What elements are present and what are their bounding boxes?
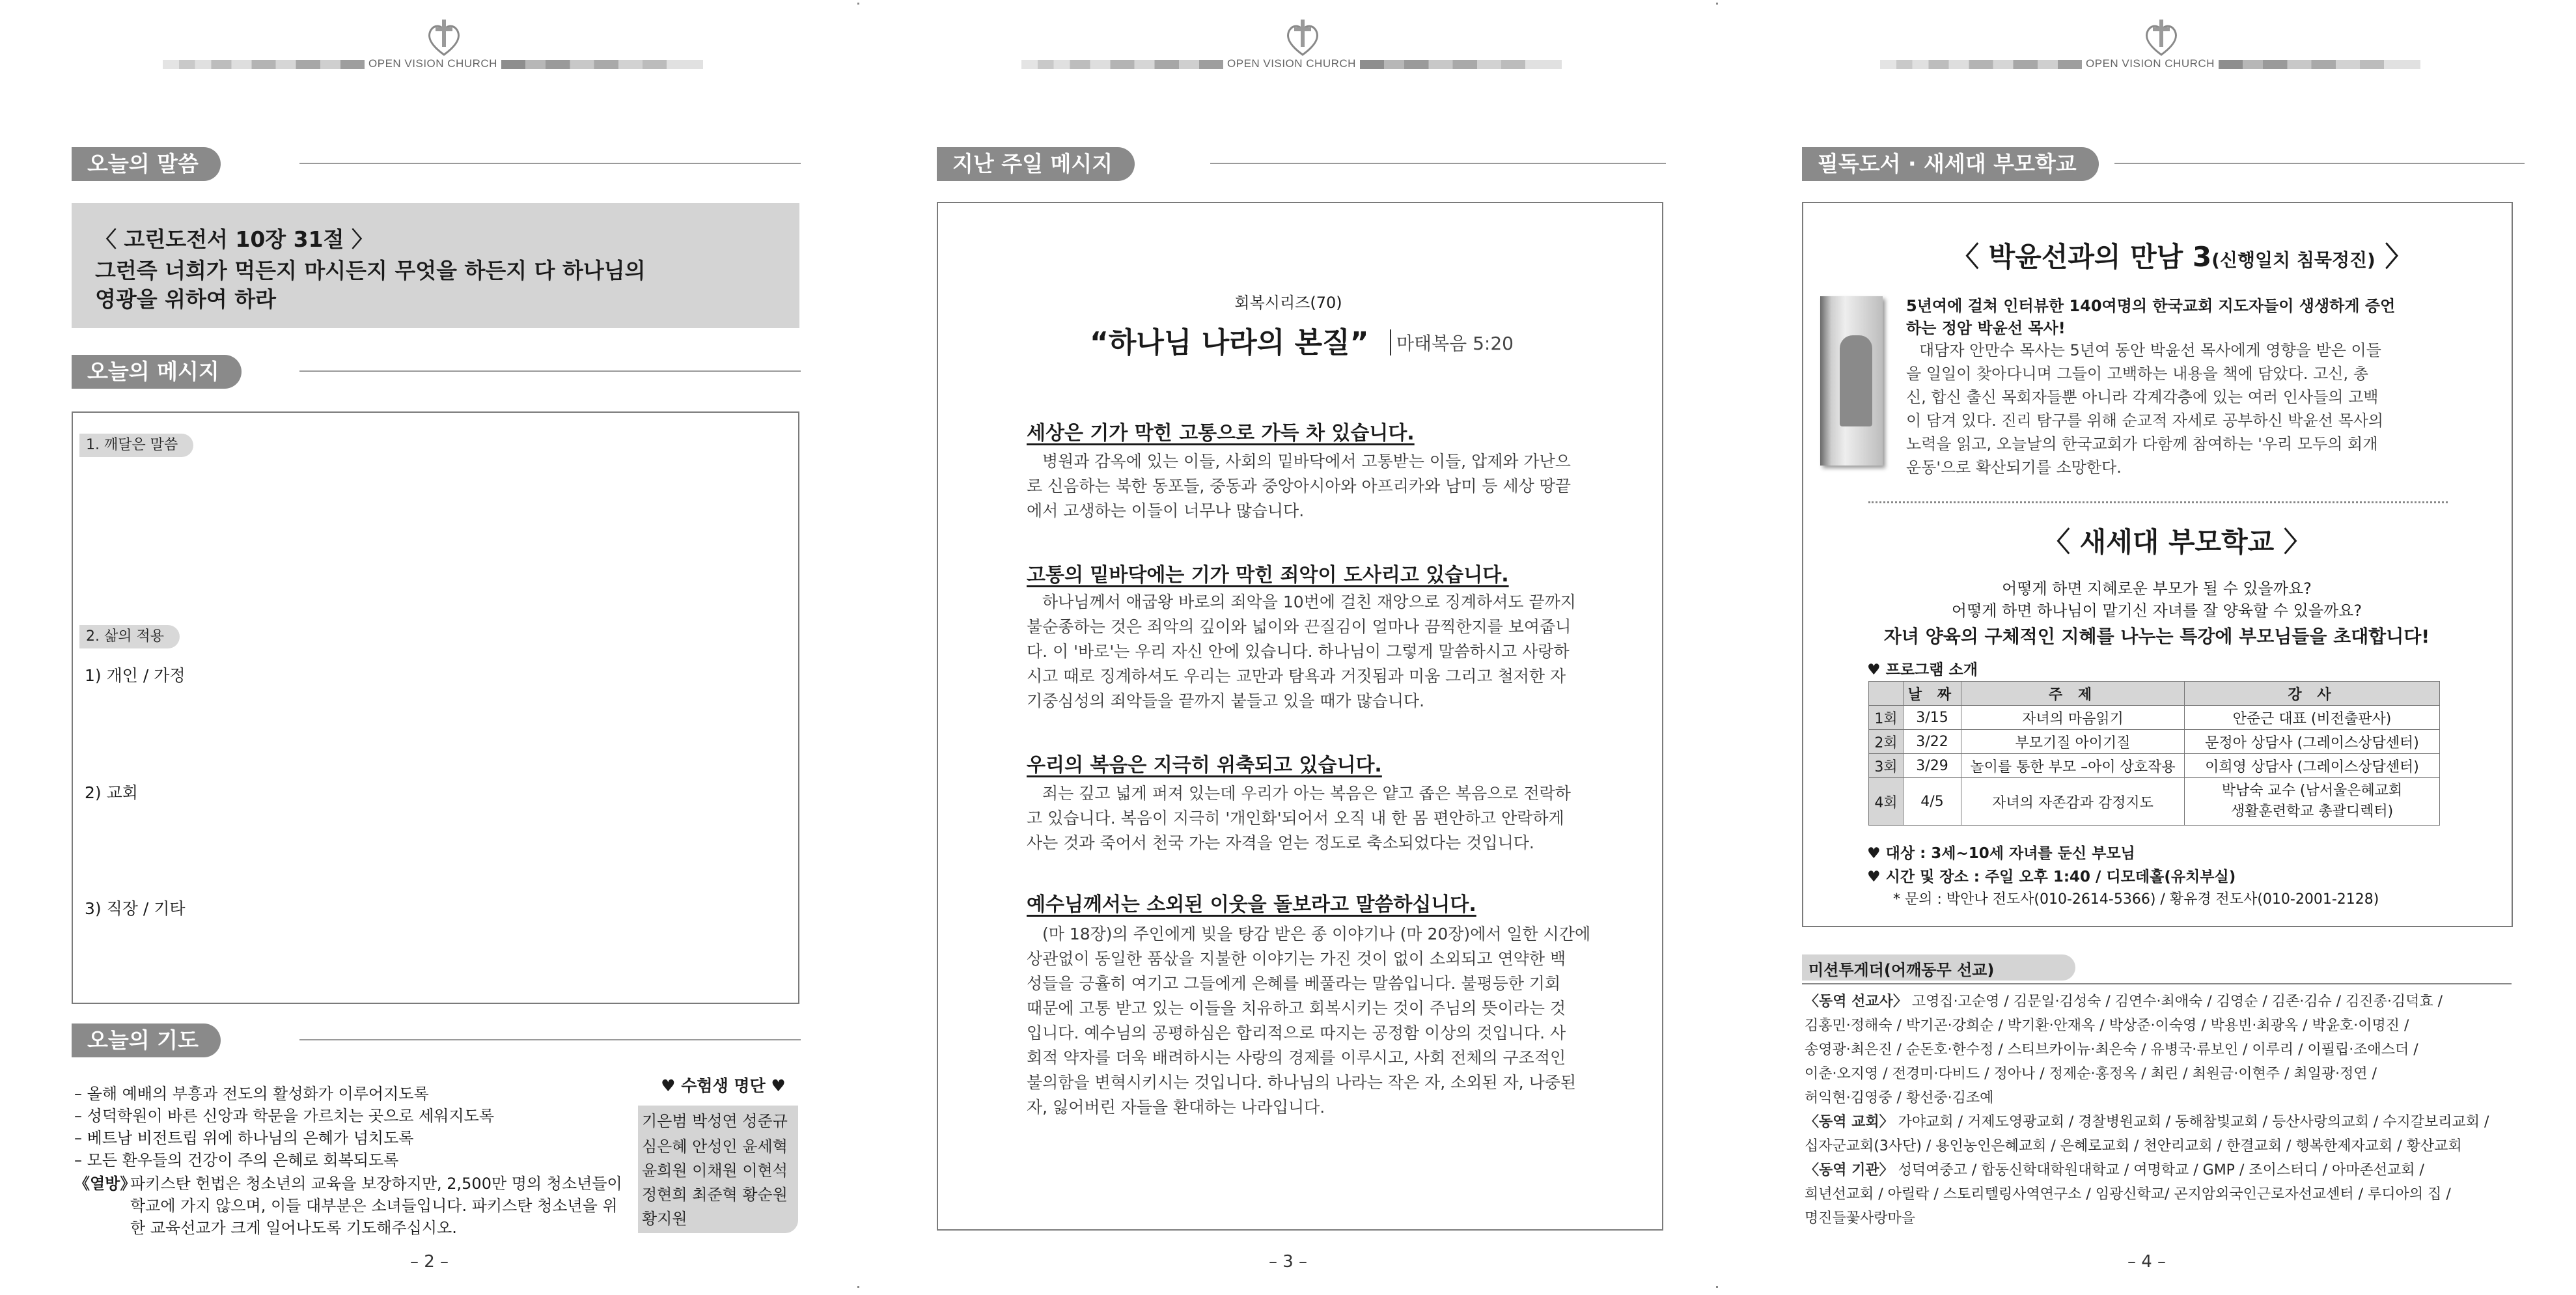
apply-item: 1) 개인 / 가정 (85, 666, 186, 685)
fold-mark (857, 3, 859, 5)
book-title-close: 〉 (2375, 241, 2413, 273)
para-line: 죄는 깊고 넓게 퍼져 있는데 우리가 아는 복음은 얕고 좁은 복음으로 전락하 (1042, 784, 1571, 803)
para-line: 시고 때로 징계하셔도 우리는 교만과 탐욕과 거짓됨과 미움 그리고 철저한 자 (1027, 667, 1566, 686)
mission-list (1805, 990, 2514, 1231)
page-header (1880, 18, 2427, 77)
yeolbang-text: 한 교육선교가 크게 일어나도록 기도해주십시오. (130, 1219, 457, 1237)
prayer-item: – 올해 예배의 부흥과 전도의 활성화가 이루어지도록 (74, 1085, 429, 1103)
school-invite: 자녀 양육의 구체적인 지혜를 나누는 특강에 부모님들을 초대합니다! (1883, 626, 2430, 647)
table-cell: 3/29 (1904, 754, 1961, 778)
sermon-paragraph (1027, 922, 1600, 1120)
table-cell: 1회 (1869, 706, 1904, 730)
school-question: 어떻게 하면 하나님이 맡기신 자녀를 잘 양육할 수 있을까요? (1951, 602, 2362, 620)
table-cell: 놀이를 통한 부모 –아이 상호작용 (1961, 754, 2185, 778)
page-3 (859, 0, 1717, 1295)
table-header: 날 짜 (1904, 682, 1961, 706)
program-table (1868, 681, 2440, 826)
para-line: (마 18장)의 주인에게 빚을 탕감 받은 종 이야기나 (마 20장)에서 일한 시간에 (1042, 925, 1591, 943)
mission-category-label: 〈동역 기관〉 (1805, 1162, 1894, 1178)
exam-name-row: 기은범 박성연 성준규 (642, 1112, 788, 1130)
para-line: 회적 약자를 더욱 배려하시는 사랑의 경제를 이루시고, 사회 전체의 구조적인 (1027, 1048, 1566, 1067)
para-line: 대담자 안만수 목사는 5년여 동안 박윤선 목사에게 영향을 받은 이들 (1919, 341, 2381, 359)
exam-name-row: 황지원 (642, 1210, 687, 1228)
para-line: 상관없이 동일한 품삯을 지불한 이야기는 가진 것이 없이 소외되고 연약한 백 (1027, 949, 1566, 968)
prayer-item: – 모든 환우들의 건강이 주의 은혜로 회복되도록 (74, 1151, 399, 1169)
prayer-item: – 베트남 비전트립 위에 하나님의 은혜가 넘치도록 (74, 1129, 414, 1147)
mission-line (1805, 1182, 2514, 1206)
table-cell: 자녀의 마음읽기 (1961, 706, 2185, 730)
para-line: 하나님께서 애굽왕 바로의 죄악을 10번에 걸친 재앙으로 징계하셔도 끝까지 (1042, 592, 1576, 611)
para-line: 자, 잃어버린 자들을 환대하는 나라입니다. (1027, 1098, 1325, 1117)
message-notes-box (72, 411, 799, 1004)
table-cell: 문정아 상담사 (그레이스상담센터) (2185, 730, 2440, 754)
para-line: 사는 것과 죽어서 천국 가는 자격을 얻는 정도로 축소되었다는 것입니다. (1027, 833, 1534, 852)
mission-line (1805, 1014, 2514, 1038)
para-line: 불의함을 변혁시키시는 것입니다. 하나님의 나라는 작은 자, 소외된 자, 나중된 (1027, 1073, 1577, 1092)
mission-line (1805, 990, 2514, 1014)
page-header (163, 18, 710, 77)
table-cell: 자녀의 자존감과 감정지도 (1961, 778, 2185, 826)
mission-line (1805, 1038, 2514, 1062)
table-cell: 안준근 대표 (비전출판사) (2185, 706, 2440, 730)
page-number: – 4 – (2127, 1252, 2167, 1272)
sermon-heading: 예수님께서는 소외된 이웃을 돌보라고 말씀하십니다. (1027, 893, 1476, 916)
table-cell: 이희영 상담사 (그레이스상담센터) (2185, 754, 2440, 778)
section-prayer (72, 1023, 801, 1057)
verse-reference: 〈 고린도전서 10장 31절 〉 (95, 227, 373, 252)
book-lead: 5년여에 걸쳐 인터뷰한 140여명의 한국교회 지도자들이 생생하게 증언 (1906, 297, 2396, 315)
para-line: 노력을 읽고, 오늘날의 한국교회가 다함께 참여하는 '우리 모두의 회개 (1906, 435, 2378, 453)
yeolbang-text: 파키스탄 헌법은 청소년의 교육을 보장하지만, 2,500만 명의 청소년들이 (130, 1175, 622, 1193)
book-subtitle: (신행일치 침묵정진) (2211, 249, 2375, 271)
yeolbang-label: 《열방》 (74, 1175, 136, 1193)
table-cell: 2회 (1869, 730, 1904, 754)
table-header (1869, 682, 1904, 706)
mission-line-text: 김홍민·정해숙 / 박기곤·강희순 / 박기환·안재옥 / 박상준·이숙영 / 박용빈·최광옥 / 박윤호·이명진 / (1805, 1018, 2409, 1034)
mission-line (1805, 1086, 2514, 1110)
book-title-main: 〈 박윤선과의 만남 3 (1952, 241, 2212, 273)
mission-line-text: 희년선교회 / 아릴락 / 스토리텔링사역연구소 / 임광신학교/ 곤지암외국인근로자선교센터 / 루디아의 집 / (1805, 1186, 2451, 1203)
dotted-divider (1868, 501, 2448, 503)
sermon-paragraph (1027, 781, 1600, 856)
mission-line-text: 십자군교회(3사단) / 용인농인은혜교회 / 은혜로교회 / 천안리교회 / 한결교회 / 행복한제자교회 / 황산교회 (1805, 1138, 2462, 1154)
mission-line (1805, 1206, 2514, 1231)
page-number: – 2 – (409, 1252, 449, 1272)
page-4 (1717, 0, 2576, 1295)
cross-heart-logo-icon (423, 18, 465, 59)
prayer-item: – 성덕학원이 바른 신앙과 학문을 가르치는 곳으로 세워지도록 (74, 1107, 495, 1125)
para-line: 고 있습니다. 복음이 지극히 '개인화'되어서 오직 내 한 몸 편안하고 안락하게 (1027, 809, 1564, 828)
book-cover-image (1820, 296, 1883, 466)
note-label: 1. 깨달은 말씀 (79, 434, 193, 457)
fold-mark (857, 1286, 859, 1288)
table-header: 주 제 (1961, 682, 2185, 706)
verse-box (72, 203, 799, 328)
exam-name-row: 윤희원 이채원 이현석 (642, 1162, 788, 1180)
table-header: 강 사 (2185, 682, 2440, 706)
para-line: 불순종하는 것은 죄악의 깊이와 넓이와 끈질김이 얼마나 끔찍한지를 보여줍니 (1027, 617, 1572, 636)
mission-line-text: 가야교회 / 거제도영광교회 / 경찰병원교회 / 동해참빛교회 / 등산사랑의교회 / 수지갈보리교회 / (1893, 1114, 2489, 1130)
table-cell: 3/15 (1904, 706, 1961, 730)
mission-line (1805, 1158, 2514, 1182)
mission-line (1805, 1110, 2514, 1134)
page-header (1021, 18, 1568, 77)
para-line: 입니다. 예수님의 공평하심은 합리적으로 따지는 공정함 이상의 것입니다. 사 (1027, 1023, 1566, 1042)
section-word (72, 147, 801, 181)
para-line: 에서 고생하는 이들이 너무나 많습니다. (1027, 501, 1305, 520)
program-target: ♥ 대상 : 3세~10세 자녀를 둔신 부모님 (1867, 845, 2135, 862)
book-lead: 하는 정암 박윤선 목사! (1906, 319, 2066, 337)
church-name: OPEN VISION CHURCH (368, 57, 497, 70)
exam-name-row: 심은혜 안성인 윤세혁 (642, 1137, 788, 1156)
para-line: 때문에 고통 받고 있는 이들을 치유하고 회복시키는 것이 주님의 뜻이라는 것 (1027, 999, 1566, 1018)
section-title: 오늘의 메시지 (72, 355, 242, 389)
mission-line-text: 명진들꽃사랑마을 (1805, 1210, 1916, 1227)
para-line: 운동'으로 확산되기를 소망한다. (1906, 458, 2122, 477)
cross-heart-logo-icon (1282, 18, 1323, 59)
section-title: 오늘의 말씀 (72, 147, 221, 181)
church-name: OPEN VISION CHURCH (1227, 57, 1356, 70)
school-title: 〈 새세대 부모학교 〉 (2043, 526, 2311, 558)
para-line: 병원과 감옥에 있는 이들, 사회의 밑바닥에서 고통받는 이들, 압제와 가난으 (1042, 452, 1571, 471)
exam-list-box (638, 1106, 798, 1233)
mission-category-label: 〈동역 선교사〉 (1805, 994, 1907, 1010)
speaker-line: 생활훈련학교 총괄디렉터) (2230, 803, 2394, 820)
table-header-row (1869, 682, 2440, 706)
section-books (1802, 147, 2531, 181)
verse-line: 그런즉 너희가 먹든지 마시든지 무엇을 하든지 다 하나님의 (95, 258, 646, 283)
sermon-heading: 우리의 복음은 지극히 위축되고 있습니다. (1027, 754, 1382, 777)
table-cell: 3회 (1869, 754, 1904, 778)
speaker-line: 박남숙 교수 (남서울은혜교회 (2221, 783, 2403, 799)
section-title: 오늘의 기도 (72, 1023, 221, 1057)
para-line: 성들을 긍휼히 여기고 그들에게 은혜를 베풀라는 말씀입니다. 불평등한 기회 (1027, 974, 1561, 993)
book-title (1952, 236, 2412, 275)
exam-list-title: ♥ 수험생 명단 ♥ (661, 1076, 786, 1095)
table-row (1869, 706, 2440, 730)
program-time-place: ♥ 시간 및 장소 : 주일 오후 1:40 / 디모데홀(유치부실) (1867, 869, 2236, 885)
apply-item: 2) 교회 (85, 783, 138, 802)
mission-line-text: 고영집·고순영 / 김문일·김성숙 / 김연수·최애숙 / 김영순 / 김존·김슈 / 김진종·김덕효 / (1907, 994, 2443, 1010)
cross-heart-logo-icon (2140, 18, 2182, 59)
school-question: 어떻게 하면 지혜로운 부모가 될 수 있을까요? (2002, 579, 2312, 598)
mission-line-text: 성덕여중고 / 합동신학대학원대학교 / 여명학교 / GMP / 조이스터디 / 아마존선교회 / (1893, 1162, 2424, 1178)
verse-line: 영광을 위하여 하라 (95, 286, 277, 312)
apply-item: 3) 직장 / 기타 (85, 899, 186, 918)
table-row (1869, 754, 2440, 778)
section-message (72, 355, 801, 389)
program-inquiry: * 문의 : 박안나 전도사(010-2614-5366) / 황유경 전도사(010-2001-2128) (1893, 891, 2379, 908)
fold-mark (1716, 1286, 1718, 1288)
book-description (1906, 339, 2492, 479)
para-line: 신, 합신 출신 목회자들뿐 아니라 각계각층에 있는 여러 인사들의 고백 (1906, 388, 2379, 406)
exam-name-row: 정현희 최준혁 황순원 (642, 1186, 788, 1204)
page-2 (0, 0, 859, 1295)
table-cell: 3/22 (1904, 730, 1961, 754)
table-cell: 부모기질 아이기질 (1961, 730, 2185, 754)
sermon-series: 회복시리즈(70) (1234, 294, 1342, 312)
yeolbang-text: 학교에 가지 않으며, 이들 대부분은 소녀들입니다. 파키스탄 청소년을 위 (130, 1197, 618, 1215)
sermon-scripture: 마태복음 5:20 (1390, 329, 1514, 355)
para-line: 을 일일이 찾아다니며 그들이 고백하는 내용을 책에 담았다. 고신, 총 (1906, 365, 2368, 383)
section-sermon (937, 147, 1666, 181)
para-line: 다. 이 '바로'는 우리 자신 안에 있습니다. 하나님이 그렇게 말씀하시고 사랑하 (1027, 642, 1570, 661)
note-label: 2. 삶의 적용 (79, 625, 180, 648)
page-number: – 3 – (1268, 1252, 1308, 1272)
table-cell: 4회 (1869, 778, 1904, 826)
table-row (1869, 778, 2440, 826)
sermon-heading: 고통의 밑바닥에는 기가 막힌 죄악이 도사리고 있습니다. (1027, 564, 1509, 587)
mission-line-text: 이춘·오지영 / 전경미·다비드 / 정아나 / 정제순·홍정옥 / 최린 / 최원금·이현주 / 최일광·정연 / (1805, 1066, 2377, 1082)
mission-line-text: 허익현·김영중 / 황선중·김조예 (1805, 1090, 1994, 1106)
mission-title: 미션투게더(어깨동무 선교) (1808, 961, 1995, 979)
section-title: 지난 주일 메시지 (937, 147, 1135, 181)
para-line: 이 담겨 있다. 진리 탐구를 위해 순교적 자세로 공부하신 박윤선 목사의 (1906, 411, 2384, 430)
mission-divider (1802, 983, 2512, 984)
sermon-title: “하나님 나라의 본질” (1090, 326, 1369, 359)
para-line: 기중심성의 죄악들을 끝까지 붙들고 있을 때가 많습니다. (1027, 691, 1425, 710)
program-label: ♥ 프로그램 소개 (1867, 661, 1978, 678)
table-row (1869, 730, 2440, 754)
mission-title-tab (1802, 954, 2075, 981)
para-line: 로 신음하는 북한 동포들, 중동과 중앙아시아와 아프리카와 남미 등 세상 땅끝 (1027, 477, 1572, 495)
mission-line (1805, 1134, 2514, 1158)
fold-mark (1716, 3, 1718, 5)
table-cell (2185, 778, 2440, 826)
mission-line-text: 송영광·최은진 / 순돈호·한수정 / 스티브카이뉴·최은숙 / 유병국·류보인 / 이루리 / 이필립·조애스더 / (1805, 1042, 2418, 1058)
section-title: 필독도서 · 새세대 부모학교 (1802, 147, 2099, 181)
sermon-heading: 세상은 기가 막힌 고통으로 가득 차 있습니다. (1027, 422, 1415, 445)
sermon-paragraph (1027, 449, 1600, 523)
church-name: OPEN VISION CHURCH (2086, 57, 2215, 70)
mission-line (1805, 1062, 2514, 1086)
mission-category-label: 〈동역 교회〉 (1805, 1114, 1894, 1130)
table-cell: 4/5 (1904, 778, 1961, 826)
sermon-paragraph (1027, 590, 1600, 714)
